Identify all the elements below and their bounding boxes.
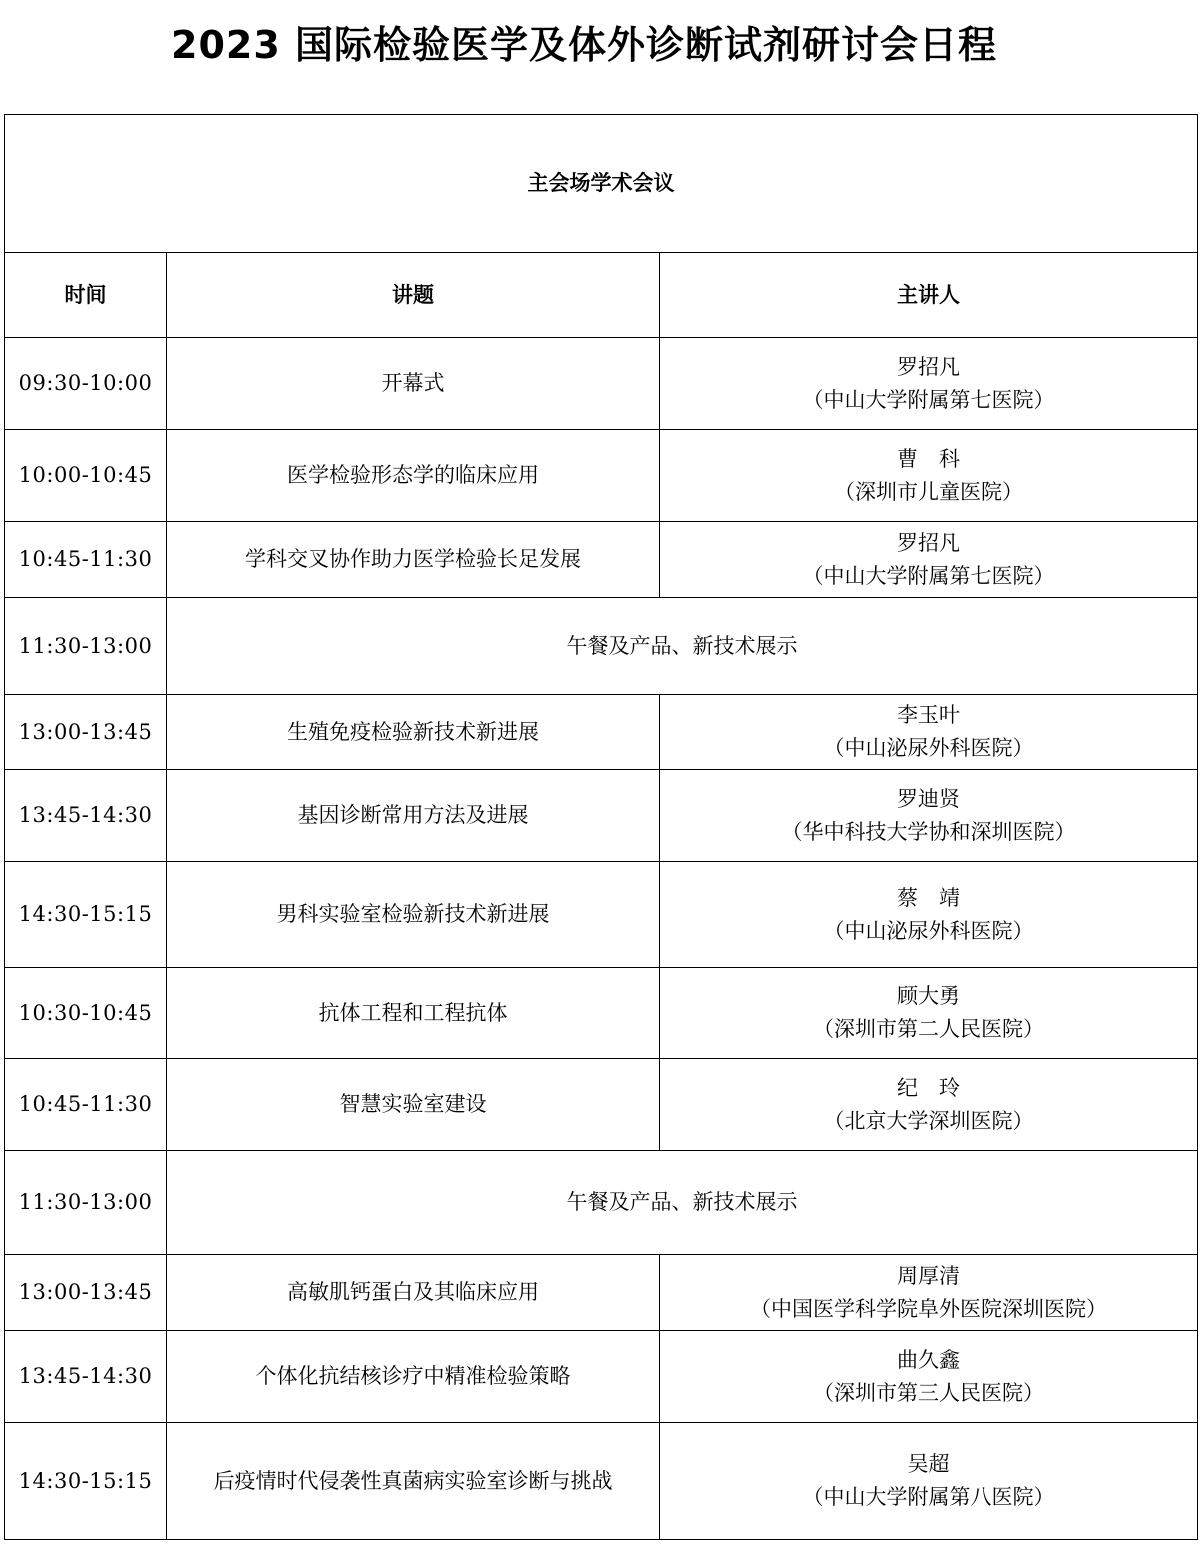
time-cell: 10:00-10:45 [5,430,167,522]
header-time: 时间 [5,253,167,338]
speaker-cell [660,770,1198,862]
speaker-name: 曲久鑫 [897,1347,960,1372]
time-cell: 09:30-10:00 [5,338,167,430]
speaker-cell [660,522,1198,598]
time-cell: 13:00-13:45 [5,695,167,770]
speaker-name: 罗迪贤 [897,786,960,811]
topic-cell: 基因诊断常用方法及进展 [167,770,660,862]
table-row [5,522,1198,598]
schedule-table [4,114,1198,1540]
time-cell: 10:45-11:30 [5,522,167,598]
time-cell: 10:45-11:30 [5,1059,167,1151]
time-cell: 11:30-13:00 [5,598,167,695]
topic-cell: 男科实验室检验新技术新进展 [167,862,660,968]
speaker-cell [660,1423,1198,1540]
page-title: 2023 国际检验医学及体外诊断试剂研讨会日程 [171,23,997,67]
time-cell: 13:45-14:30 [5,1331,167,1423]
header-speaker: 主讲人 [660,253,1198,338]
time-cell: 10:30-10:45 [5,968,167,1059]
speaker-cell [660,1255,1198,1331]
speaker-org: （华中科技大学协和深圳医院） [781,819,1076,844]
speaker-org: （深圳市第二人民医院） [813,1017,1044,1041]
table-row [5,862,1198,968]
speaker-org: （深圳市儿童医院） [834,479,1023,504]
topic-cell: 抗体工程和工程抗体 [167,968,660,1059]
speaker-org: （中山泌尿外科医院） [823,736,1034,760]
speaker-name: 吴超 [907,1452,950,1476]
speaker-cell [660,1331,1198,1423]
header-topic: 讲题 [167,253,660,338]
section-title: 主会场学术会议 [5,115,1198,253]
speaker-org: （中山大学附属第八医院） [802,1485,1055,1509]
topic-cell: 高敏肌钙蛋白及其临床应用 [167,1255,660,1331]
table-row [5,770,1198,862]
topic-cell: 开幕式 [167,338,660,430]
topic-cell: 医学检验形态学的临床应用 [167,430,660,522]
speaker-org: （中山泌尿外科医院） [823,918,1034,943]
speaker-org: （中山大学附属第七医院） [802,387,1055,412]
speaker-name: 周厚清 [897,1263,960,1288]
time-cell: 11:30-13:00 [5,1151,167,1255]
speaker-name: 蔡 靖 [897,885,960,910]
speaker-org: （中国医学科学院阜外医院深圳医院） [750,1296,1107,1321]
break-cell: 午餐及产品、新技术展示 [167,1151,1198,1255]
speaker-name: 罗招凡 [897,354,960,379]
table-row [5,695,1198,770]
speaker-name: 李玉叶 [897,703,960,727]
topic-cell: 个体化抗结核诊疗中精准检验策略 [167,1331,660,1423]
speaker-name: 罗招凡 [897,530,960,555]
time-cell: 13:45-14:30 [5,770,167,862]
time-cell: 13:00-13:45 [5,1255,167,1331]
table-row [5,1059,1198,1151]
table-row-break [5,598,1198,695]
topic-cell: 智慧实验室建设 [167,1059,660,1151]
speaker-cell [660,338,1198,430]
break-cell: 午餐及产品、新技术展示 [167,598,1198,695]
topic-cell: 后疫情时代侵袭性真菌病实验室诊断与挑战 [167,1423,660,1540]
table-row-break [5,1151,1198,1255]
table-row [5,1423,1198,1540]
header-row [5,253,1198,338]
speaker-name: 顾大勇 [897,984,960,1008]
speaker-name: 纪 玲 [897,1075,960,1100]
table-row [5,1331,1198,1423]
speaker-org: （中山大学附属第七医院） [802,563,1055,588]
table-row [5,430,1198,522]
table-row [5,338,1198,430]
section-title-row [5,115,1198,253]
speaker-name: 曹 科 [897,446,960,471]
speaker-org: （北京大学深圳医院） [823,1108,1034,1133]
speaker-cell [660,1059,1198,1151]
topic-cell: 生殖免疫检验新技术新进展 [167,695,660,770]
speaker-cell [660,862,1198,968]
speaker-cell [660,695,1198,770]
table-row [5,968,1198,1059]
topic-cell: 学科交叉协作助力医学检验长足发展 [167,522,660,598]
speaker-cell [660,968,1198,1059]
speaker-cell [660,430,1198,522]
time-cell: 14:30-15:15 [5,1423,167,1540]
table-row [5,1255,1198,1331]
time-cell: 14:30-15:15 [5,862,167,968]
speaker-org: （深圳市第三人民医院） [813,1380,1044,1405]
